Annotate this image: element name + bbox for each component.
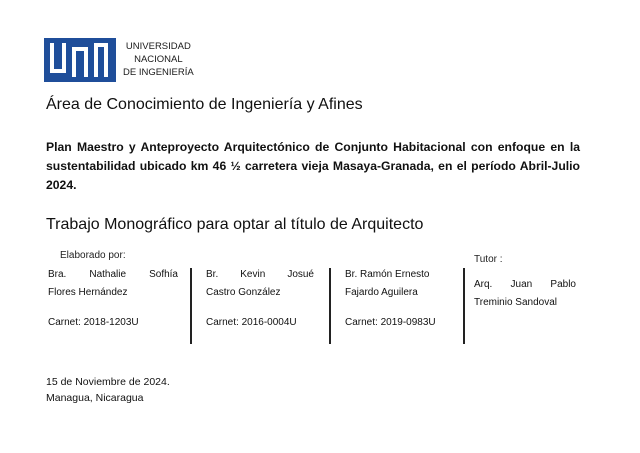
- author-name-line1: Br. Kevin Josué: [206, 269, 314, 280]
- institution-line: NACIONAL: [134, 54, 183, 65]
- institution-name: [123, 40, 194, 79]
- author-carnet: Carnet: 2018-1203U: [48, 317, 139, 328]
- author-card: [206, 266, 314, 332]
- institution-line: UNIVERSIDAD: [125, 41, 191, 52]
- column-divider: [463, 268, 465, 344]
- author-card: [345, 266, 453, 332]
- thesis-title: Plan Maestro y Anteproyecto Arquitectónico de Conjunto Habitacional con enfoque en la sustentabilidad ubicado km 46 ½ carretera vieja Masaya-Granada, en el período Abril-Julio 2024.: [46, 140, 580, 192]
- tutor-card: [474, 276, 576, 312]
- tutor-label: Tutor :: [474, 254, 503, 265]
- author-name-line2: Fajardo Aguilera: [345, 287, 418, 298]
- author-name-line1: Bra. Nathalie Sofhía: [48, 269, 178, 280]
- degree-subtitle: Trabajo Monográfico para optar al título de Arquitecto: [46, 216, 424, 233]
- author-name-line2: Castro González: [206, 287, 281, 298]
- uni-logo-icon: [44, 38, 116, 82]
- knowledge-area-heading: Área de Conocimiento de Ingeniería y Afines: [46, 96, 363, 113]
- header-logo-block: [44, 38, 194, 82]
- institution-line: DE INGENIERÍA: [123, 67, 194, 78]
- author-carnet: Carnet: 2019-0983U: [345, 317, 436, 328]
- authors-label: Elaborado por:: [60, 250, 126, 261]
- tutor-name-line2: Treminio Sandoval: [474, 297, 558, 308]
- author-card: [48, 266, 178, 332]
- footer-place: Managua, Nicaragua: [46, 392, 144, 404]
- author-name-line1: Br. Ramón Ernesto: [345, 269, 430, 280]
- author-name-line2: Flores Hernández: [48, 287, 128, 298]
- author-carnet: Carnet: 2016-0004U: [206, 317, 297, 328]
- footer-date: 15 de Noviembre de 2024.: [46, 376, 170, 388]
- column-divider: [190, 268, 192, 344]
- footer: [46, 374, 170, 406]
- tutor-name-line1: Arq. Juan Pablo: [474, 279, 576, 290]
- column-divider: [329, 268, 331, 344]
